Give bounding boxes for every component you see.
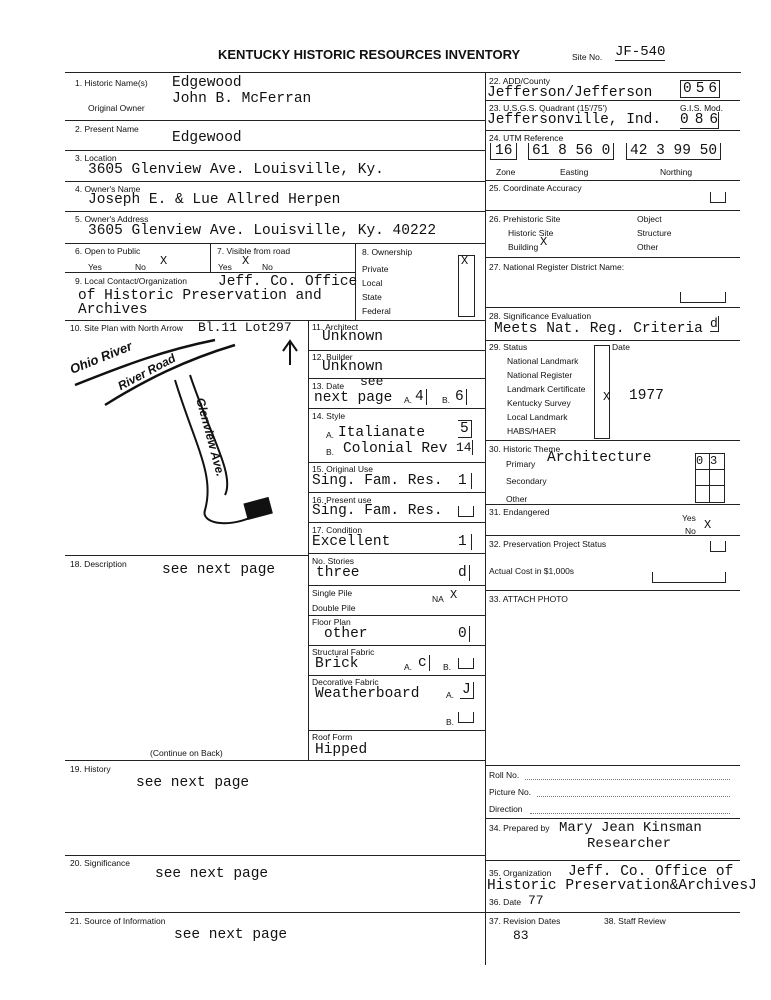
stories[interactable]: three — [316, 565, 360, 581]
decor-a-label: A. — [446, 690, 455, 700]
site-plan-lot: Bl.11 Lot297 — [198, 320, 292, 335]
present-use[interactable]: Sing. Fam. Res. — [312, 503, 443, 519]
historic-name-label: 1. Historic Name(s) — [75, 78, 148, 88]
description[interactable]: see next page — [162, 562, 276, 578]
present-name[interactable]: Edgewood — [172, 130, 242, 146]
status-national-register[interactable]: National Register — [507, 370, 573, 380]
map-label-ohio-river: Ohio River — [67, 338, 135, 377]
fabric-a-label: A. — [404, 662, 413, 672]
visible-yes[interactable]: Yes — [218, 262, 232, 272]
ownership-label: 8. Ownership — [362, 247, 413, 257]
status-kentucky-survey[interactable]: Kentucky Survey — [507, 398, 571, 408]
date-b-code[interactable]: 6 — [455, 389, 467, 405]
condition-code[interactable]: 1 — [458, 534, 472, 550]
organization-2[interactable]: Historic Preservation&ArchivesJ — [487, 878, 757, 894]
endangered-mark: X — [704, 518, 712, 532]
structural-fabric[interactable]: Brick — [315, 656, 359, 672]
utm-northing[interactable]: 42 3 99 50 — [626, 143, 721, 160]
history[interactable]: see next page — [136, 775, 250, 791]
significance-eval[interactable]: Meets Nat. Reg. Criteria — [494, 321, 703, 337]
easting-label: Easting — [560, 167, 589, 177]
historic-theme-label: 30. Historic Theme — [489, 444, 561, 454]
local-contact-label: 9. Local Contact/Organization — [75, 276, 187, 286]
location[interactable]: 3605 Glenview Ave. Louisville, Ky. — [88, 162, 384, 178]
pile-na[interactable]: NA — [432, 594, 444, 604]
open-yes[interactable]: Yes — [88, 262, 102, 272]
decor-b-label: B. — [446, 717, 455, 727]
local-contact-1[interactable]: Jeff. Co. Office — [218, 274, 358, 290]
floor-plan[interactable]: other — [324, 626, 368, 642]
stories-code[interactable]: d — [458, 565, 470, 581]
architect[interactable]: Unknown — [322, 329, 383, 345]
decor-a-code[interactable]: J — [460, 682, 474, 699]
significance-label: 20. Significance — [70, 858, 131, 868]
site-plan-label: 10. Site Plan with North Arrow — [70, 323, 183, 333]
quadrant[interactable]: Jeffersonville, Ind. — [487, 112, 662, 128]
location-label: 3. Location — [75, 153, 117, 163]
architect-label: 11. Architect — [312, 322, 359, 332]
revision-dates-label: 37. Revision Dates — [489, 916, 561, 926]
actual-cost-box[interactable] — [652, 572, 726, 583]
present-name-label: 2. Present Name — [75, 124, 139, 134]
structural-fabric-label: Structural Fabric — [312, 647, 375, 657]
site-no-label: Site No. — [572, 52, 603, 62]
zone-label: Zone — [496, 167, 516, 177]
ownership-federal[interactable]: Federal — [362, 306, 391, 316]
historic-site[interactable]: Historic Site — [508, 228, 554, 238]
kentucky-survey-mark: X — [603, 390, 611, 404]
other[interactable]: Other — [637, 242, 659, 252]
style-a-label: A. — [326, 430, 335, 440]
staff-review-label: 38. Staff Review — [604, 916, 666, 926]
original-use-label: 15. Original Use — [312, 464, 373, 474]
map-label-glenview: Glenview Ave. — [193, 396, 228, 478]
accuracy-box[interactable] — [710, 192, 726, 203]
attach-photo-label: 33. ATTACH PHOTO — [489, 594, 568, 604]
visible-no[interactable]: No — [262, 262, 273, 272]
quadrant-label: 23. U.S.G.S. Quadrant (15'/75') — [489, 103, 608, 113]
builder[interactable]: Unknown — [322, 359, 383, 375]
endangered-yes[interactable]: Yes — [682, 513, 696, 523]
style-b-code[interactable]: 14 — [456, 440, 472, 455]
owners-address[interactable]: 3605 Glenview Ave. Louisville, Ky. 40222 — [88, 223, 437, 239]
style-b[interactable]: Colonial Rev — [343, 441, 448, 457]
site-no: JF-540 — [615, 44, 666, 60]
date-value-1[interactable]: see — [360, 374, 384, 389]
prepared-by[interactable]: Mary Jean Kinsman — [559, 820, 702, 836]
kentucky-survey-date[interactable]: 1977 — [629, 388, 664, 404]
stories-label: No. Stories — [312, 556, 355, 566]
condition-label: 17. Condition — [312, 525, 363, 535]
history-label: 19. History — [70, 764, 111, 774]
owners-name-label: 4. Owner's Name — [75, 184, 141, 194]
continue-on-back: (Continue on Back) — [150, 748, 223, 758]
style-a-code[interactable]: 5 — [458, 420, 472, 438]
project-status-box[interactable] — [710, 541, 726, 552]
district-code-box[interactable] — [680, 292, 726, 303]
utm-easting[interactable]: 61 8 56 0 — [528, 143, 614, 160]
present-use-label: 16. Present use — [312, 495, 372, 505]
organization-label: 35. Organization — [489, 868, 552, 878]
date-a-code[interactable]: 4 — [415, 389, 427, 405]
ownership-mark: X — [461, 254, 469, 268]
significance[interactable]: see next page — [155, 866, 269, 882]
style-label: 14. Style — [312, 411, 346, 421]
floor-plan-code[interactable]: 0 — [458, 626, 470, 642]
prepared-by-title[interactable]: Researcher — [587, 836, 672, 852]
gis-label: G.I.S. Mod. — [680, 103, 723, 113]
map-label-river-road: River Road — [115, 350, 178, 394]
theme-code-grid[interactable]: 0 3 — [695, 453, 725, 503]
utm-zone[interactable]: 16 — [490, 143, 517, 160]
status-label: 29. Status — [489, 342, 528, 352]
status-national-landmark[interactable]: National Landmark — [507, 356, 579, 366]
local-contact-2[interactable]: of Historic Preservation and — [78, 288, 322, 304]
project-status-label: 32. Preservation Project Status — [489, 539, 607, 549]
roof-form-label: Roof Form — [312, 732, 353, 742]
open-no[interactable]: No — [135, 262, 146, 272]
ownership-local[interactable]: Local — [362, 278, 383, 288]
description-label: 18. Description — [70, 559, 127, 569]
form-title: KENTUCKY HISTORIC RESOURCES INVENTORY — [218, 47, 521, 62]
source-label: 21. Source of Information — [70, 916, 166, 926]
date-label: 13. Date — [312, 381, 345, 391]
theme-primary-label: Primary — [506, 459, 536, 469]
owners-address-label: 5. Owner's Address — [75, 214, 149, 224]
roof-form[interactable]: Hipped — [315, 742, 368, 758]
significance-eval-code[interactable]: d — [710, 316, 718, 331]
building[interactable]: Building — [508, 242, 539, 252]
source[interactable]: see next page — [174, 927, 288, 943]
endangered-no[interactable]: No — [685, 526, 696, 536]
date-36[interactable]: 77 — [528, 893, 544, 908]
decorative-fabric-label: Decorative Fabric — [312, 677, 379, 687]
accuracy-label: 25. Coordinate Accuracy — [489, 183, 582, 193]
floor-plan-label: Floor Plan — [312, 617, 351, 627]
single-pile[interactable]: Single Pile — [312, 588, 353, 598]
object[interactable]: Object — [637, 214, 662, 224]
original-use-code[interactable]: 1 — [458, 473, 472, 489]
double-pile[interactable]: Double Pile — [312, 603, 356, 613]
owners-name[interactable]: Joseph E. & Lue Allred Herpen — [88, 192, 341, 208]
style-a[interactable]: Italianate — [338, 425, 426, 441]
ownership-private[interactable]: Private — [362, 264, 389, 274]
style-b-label: B. — [326, 447, 335, 457]
status-local-landmark[interactable]: Local Landmark — [507, 412, 568, 422]
northing-label: Northing — [660, 167, 693, 177]
builder-label: 12. Builder — [312, 352, 353, 362]
open-mark: X — [160, 254, 168, 268]
fabric-a-code[interactable]: c — [418, 655, 430, 671]
date-a-label: A. — [404, 395, 413, 405]
date-b-label: B. — [442, 395, 451, 405]
visible-mark: X — [242, 254, 250, 268]
significance-eval-label: 28. Significance Evaluation — [489, 311, 592, 321]
prehistoric-site[interactable]: 26. Prehistoric Site — [489, 214, 561, 224]
theme-other-label: Other — [506, 494, 528, 504]
building-mark: X — [540, 235, 548, 249]
status-date-label: Date — [612, 342, 630, 352]
theme-secondary-label: Secondary — [506, 476, 547, 486]
theme-primary[interactable]: Architecture — [547, 450, 652, 466]
district-name-label: 27. National Register District Name: — [489, 262, 625, 272]
direction-label: Direction — [489, 804, 523, 814]
status-habs-haer[interactable]: HABS/HAER — [507, 426, 557, 436]
local-contact-3[interactable]: Archives — [78, 302, 148, 318]
decorative-fabric[interactable]: Weatherboard — [315, 686, 420, 702]
roll-no-label: Roll No. — [489, 770, 520, 780]
decor-b-box[interactable] — [458, 712, 474, 723]
actual-cost-label: Actual Cost in $1,000s — [489, 566, 575, 576]
structure[interactable]: Structure — [637, 228, 672, 238]
revision-date[interactable]: 83 — [513, 928, 529, 943]
date-value-2[interactable]: next page — [314, 390, 393, 406]
county[interactable]: Jefferson/Jefferson — [487, 85, 653, 101]
date-36-label: 36. Date — [489, 897, 522, 907]
endangered-label: 31. Endangered — [489, 507, 550, 517]
original-owner-label: Original Owner — [88, 103, 145, 113]
ownership-state[interactable]: State — [362, 292, 382, 302]
organization-1[interactable]: Jeff. Co. Office of — [568, 864, 734, 880]
status-landmark-certificate[interactable]: Landmark Certificate — [507, 384, 586, 394]
original-owner[interactable]: John B. McFerran — [172, 91, 312, 107]
county-label: 22. ADD/County — [489, 76, 550, 86]
original-use[interactable]: Sing. Fam. Res. — [312, 473, 443, 489]
condition[interactable]: Excellent — [312, 534, 391, 550]
utm-label: 24. UTM Reference — [489, 133, 564, 143]
county-code[interactable]: 0 5 6 — [680, 80, 720, 98]
present-use-code-box[interactable] — [458, 506, 474, 517]
pile-mark: X — [450, 588, 458, 602]
prepared-by-label: 34. Prepared by — [489, 823, 550, 833]
fabric-b-box[interactable] — [458, 658, 474, 669]
gis-code[interactable]: 0 8 6 — [680, 112, 719, 128]
historic-name[interactable]: Edgewood — [172, 75, 242, 91]
visible-road-label: 7. Visible from road — [217, 246, 291, 256]
fabric-b-label: B. — [443, 662, 452, 672]
picture-no-label: Picture No. — [489, 787, 532, 797]
open-public-label: 6. Open to Public — [75, 246, 141, 256]
